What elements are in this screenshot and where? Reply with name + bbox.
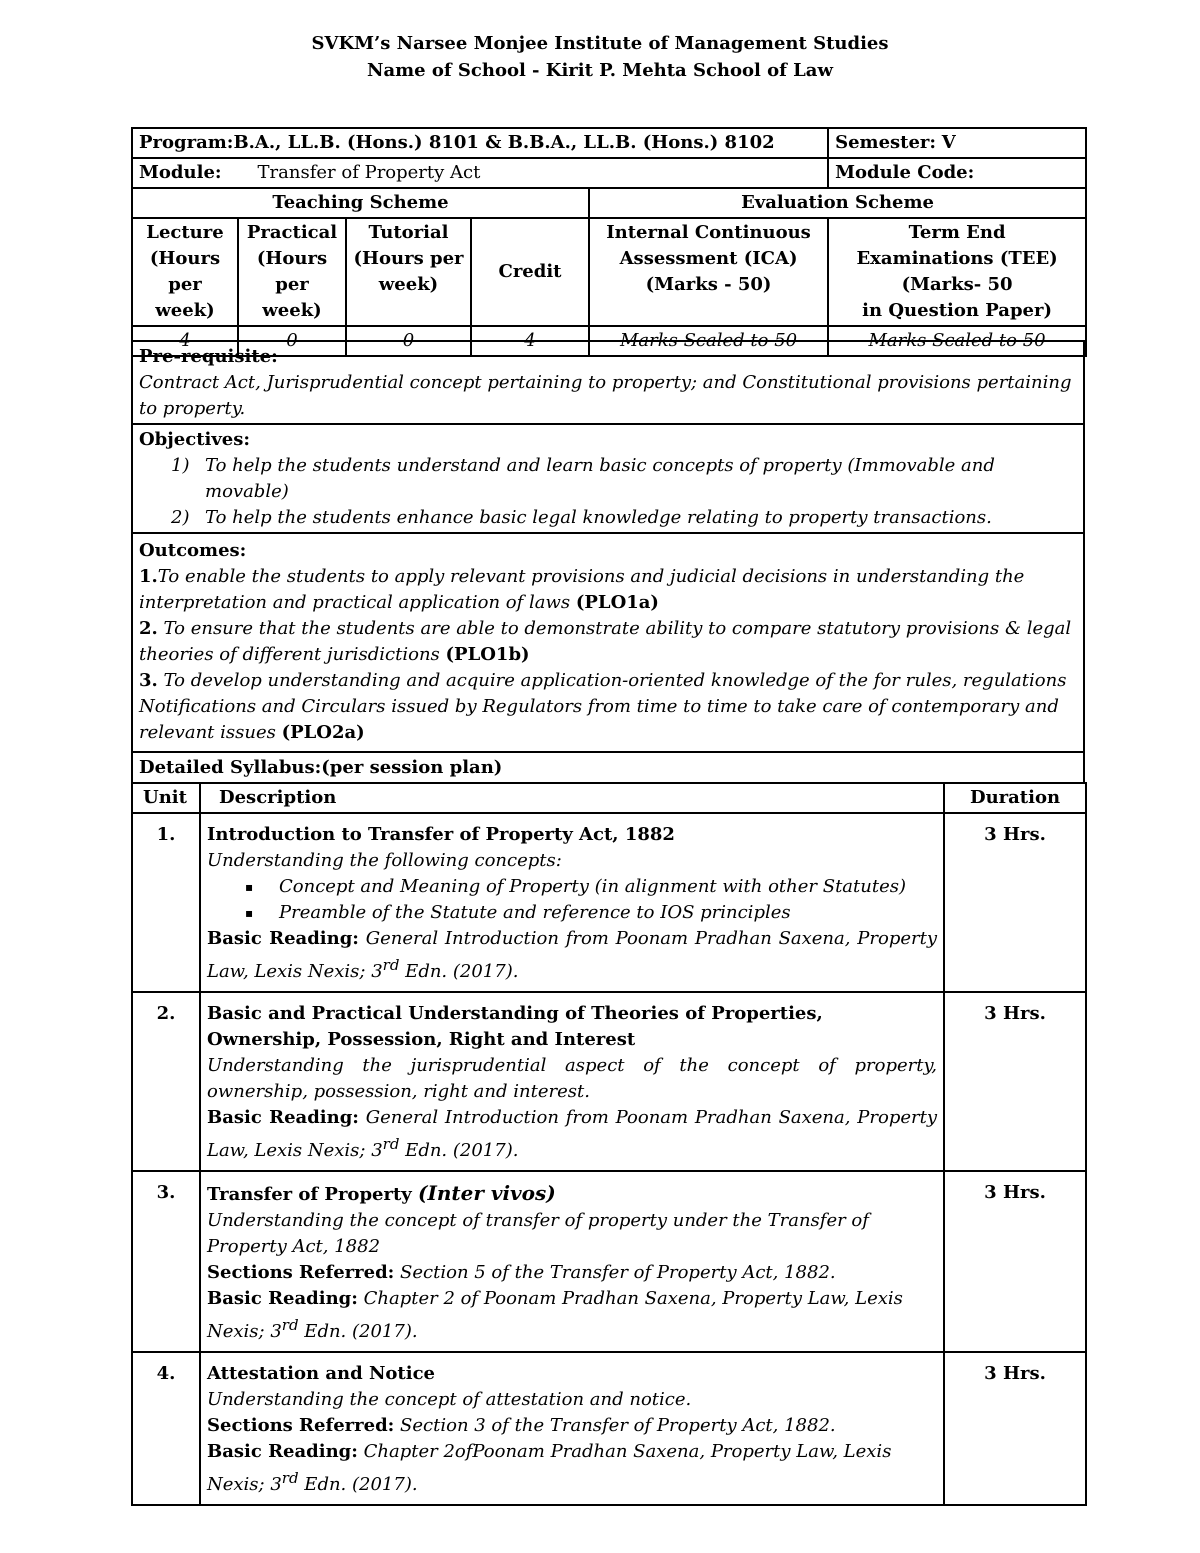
- unit-bullets: [207, 874, 937, 926]
- objectives-label: Objectives:: [139, 429, 251, 450]
- unit-bullet: ▪ Preamble of the Statute and reference to IOS principles: [207, 900, 937, 926]
- ica-value: Marks Scaled to 50: [589, 326, 828, 356]
- module-code-cell: Module Code:: [828, 158, 1086, 188]
- unit-reading: Basic Reading: Chapter 2 of Poonam Pradhan Saxena, Property Law, Lexis Nexis; 3rd Edn. (2017).: [207, 1288, 903, 1342]
- unit-number: 4.: [132, 1352, 200, 1505]
- unit-number: 3.: [132, 1171, 200, 1352]
- syllabus-unit-row: [132, 992, 1086, 1171]
- syllabus-unit-row: [132, 813, 1086, 992]
- unit-sections: Sections Referred: Section 5 of the Transfer of Property Act, 1882.: [207, 1262, 836, 1283]
- unit-sections: Sections Referred: Section 3 of the Transfer of Property Act, 1882.: [207, 1415, 836, 1436]
- program-value: B.A., LL.B. (Hons.) 8101 & B.B.A., LL.B. (Hons.) 8102: [233, 132, 775, 153]
- tee-value: Marks Scaled to 50: [828, 326, 1086, 356]
- syllabus-unit-row: [132, 1171, 1086, 1352]
- semester-value: V: [941, 132, 956, 153]
- objectives-list: [139, 453, 1077, 531]
- description-header: Description: [200, 783, 944, 813]
- lecture-header: Lecture (Hours per week): [132, 218, 238, 326]
- course-info-table: [131, 127, 1087, 357]
- unit-reading: Basic Reading: General Introduction from Poonam Pradhan Saxena, Property Law, Lexis Nexis; 3rd Edn. (2017).: [207, 1107, 937, 1161]
- syllabus-table: [131, 782, 1087, 1506]
- objective-item: 2) To help the students enhance basic legal knowledge relating to property transactions.: [171, 507, 992, 528]
- tutorial-header: Tutorial (Hours per week): [346, 218, 471, 326]
- document-header: [0, 30, 1200, 84]
- tutorial-value: 0: [346, 326, 471, 356]
- outcome-item: 1.To enable the students to apply relevant provisions and judicial decisions in understanding the interpretation and practical application of laws (PLO1a): [139, 566, 1025, 613]
- unit-duration: 3 Hrs.: [944, 813, 1086, 992]
- unit-understanding: Understanding the concept of transfer of property under the Transfer of Property Act, 1882: [207, 1210, 869, 1257]
- teaching-scheme-title: Teaching Scheme: [132, 188, 589, 218]
- objective-item: 1) To help the students understand and learn basic concepts of property (Immovable and movable): [171, 455, 995, 502]
- unit-title: Introduction to Transfer of Property Act, 1882: [207, 824, 675, 845]
- outcome-item: 2. To ensure that the students are able to demonstrate ability to compare statutory provisions & legal theories of different jurisdictions (PLO1b): [139, 618, 1072, 665]
- unit-title: Attestation and Notice: [207, 1363, 435, 1384]
- school-name: Name of School - Kirit P. Mehta School of Law: [367, 60, 833, 81]
- unit-header: Unit: [132, 783, 200, 813]
- prerequisite-text: Contract Act, Jurisprudential concept pertaining to property; and Constitutional provisions pertaining to property.: [139, 372, 1072, 419]
- ica-header: Internal Continuous Assessment (ICA) (Marks - 50): [589, 218, 828, 326]
- credit-value: 4: [471, 326, 589, 356]
- unit-understanding: Understanding the jurisprudential aspect of the concept of property, ownership, possession, right and interest.: [207, 1055, 937, 1102]
- syllabus-title: Detailed Syllabus:(per session plan): [132, 752, 1084, 783]
- unit-reading: Basic Reading: General Introduction from Poonam Pradhan Saxena, Property Law, Lexis Nexis; 3rd Edn. (2017).: [207, 928, 937, 982]
- unit-understanding: Understanding the following concepts:: [207, 850, 562, 871]
- objectives-cell: [132, 424, 1084, 533]
- outcomes-label: Outcomes:: [139, 540, 247, 561]
- practical-value: 0: [238, 326, 346, 356]
- evaluation-scheme-title: Evaluation Scheme: [589, 188, 1086, 218]
- unit-description: [200, 813, 944, 992]
- unit-number: 1.: [132, 813, 200, 992]
- module-value: Transfer of Property Act: [257, 162, 481, 183]
- unit-reading: Basic Reading: Chapter 2ofPoonam Pradhan Saxena, Property Law, Lexis Nexis; 3rd Edn. (2017).: [207, 1441, 892, 1495]
- course-details-table: [131, 340, 1085, 784]
- module-cell: Module: Transfer of Property Act: [132, 158, 828, 188]
- unit-bullet: ▪ Concept and Meaning of Property (in alignment with other Statutes): [207, 874, 937, 900]
- tee-header: Term End Examinations (TEE) (Marks- 50 in Question Paper): [828, 218, 1086, 326]
- semester-cell: Semester: V: [828, 128, 1086, 158]
- prerequisite-cell: [132, 341, 1084, 424]
- unit-description: [200, 1352, 944, 1505]
- unit-duration: 3 Hrs.: [944, 1171, 1086, 1352]
- program-cell: Program:B.A., LL.B. (Hons.) 8101 & B.B.A., LL.B. (Hons.) 8102: [132, 128, 828, 158]
- prerequisite-label: Pre-requisite:: [139, 346, 278, 367]
- duration-header: Duration: [944, 783, 1086, 813]
- unit-title: Transfer of Property (Inter vivos): [207, 1181, 556, 1205]
- unit-title: Basic and Practical Understanding of Theories of Properties, Ownership, Possession, Right and Interest: [207, 1003, 823, 1050]
- outcome-item: 3. To develop understanding and acquire application-oriented knowledge of the for rules, regulations Notifications and Circulars issued by Regulators from time to time to take care of contemporary and relevant issues (PLO2a): [139, 670, 1067, 743]
- unit-number: 2.: [132, 992, 200, 1171]
- unit-description: [200, 1171, 944, 1352]
- outcomes-cell: [132, 533, 1084, 752]
- practical-header: Practical (Hours per week): [238, 218, 346, 326]
- unit-duration: 3 Hrs.: [944, 992, 1086, 1171]
- lecture-value: 4: [132, 326, 238, 356]
- syllabus-unit-row: [132, 1352, 1086, 1505]
- institute-name: SVKM’s Narsee Monjee Institute of Management Studies: [311, 33, 889, 54]
- unit-understanding: Understanding the concept of attestation and notice.: [207, 1389, 692, 1410]
- unit-duration: 3 Hrs.: [944, 1352, 1086, 1505]
- unit-description: [200, 992, 944, 1171]
- credit-header: Credit: [471, 218, 589, 326]
